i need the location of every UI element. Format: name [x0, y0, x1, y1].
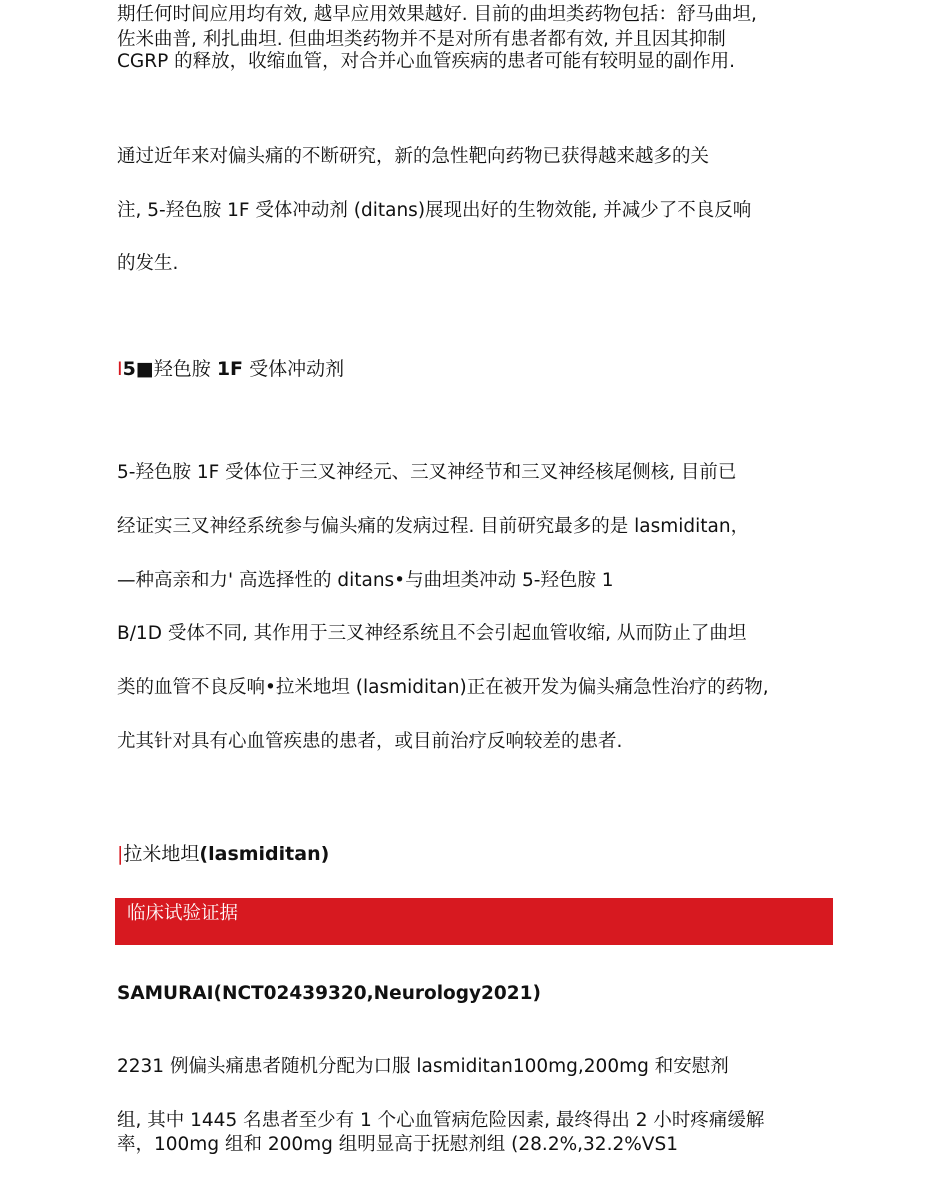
text-line: 注, 5-羟色胺 1F 受体冲动剂 (ditans)展现出好的生物效能, 并减少了不良反响 [117, 200, 752, 221]
heading-text: 拉米地坦 [123, 843, 200, 865]
banner-label: 临床试验证据 [127, 903, 239, 924]
heading-text: 羟色胺 [153, 358, 217, 380]
text-line: 率，100mg 组和 200mg 组明显高于抚慰剂组 (28.2%,32.2%VS1 [117, 1134, 678, 1155]
heading-marker: | [117, 843, 124, 865]
heading-receptor: 1F [216, 358, 244, 380]
text-line: —种高亲和力' 高选择性的 ditans•与曲坦类冲动 5-羟色胺 1 [117, 570, 614, 591]
clinical-evidence-banner [115, 898, 833, 945]
text-line: 尤其针对具有心血管疾患的患者，或目前治疗反响较差的患者. [117, 731, 623, 752]
trial-title: SAMURAI(NCT02439320,Neurology2021) [117, 983, 541, 1004]
text-line: CGRP 的释放，收缩血管，对合并心血管疾病的患者可能有较明显的副作用. [117, 51, 736, 72]
text-line: 类的血管不良反响•拉米地坦 (lasmiditan)正在被开发为偏头痛急性治疗的药物, [117, 677, 769, 698]
text-line: 2231 例偏头痛患者随机分配为口服 lasmiditan100mg,200mg 和安慰剂 [117, 1056, 729, 1077]
heading-text: 受体冲动剂 [243, 358, 345, 380]
text-line: 5-羟色胺 1F 受体位于三叉神经元、三叉神经节和三叉神经核尾侧核, 目前已 [117, 462, 737, 483]
heading-drug-name: (lasmiditan) [199, 843, 330, 865]
heading-marker: I [117, 358, 123, 380]
heading-number: 5■ [122, 358, 154, 380]
section-heading [117, 357, 344, 381]
text-line: 佐米曲普, 利扎曲坦. 但曲坦类药物并不是对所有患者都有效, 并且因其抑制 [117, 29, 726, 50]
text-line: 通过近年来对偏头痛的不断研究，新的急性靶向药物已获得越来越多的关 [117, 146, 710, 167]
section-heading [117, 842, 329, 866]
text-line: 的发生. [117, 253, 179, 274]
text-line: 经证实三叉神经系统参与偏头痛的发病过程. 目前研究最多的是 lasmiditan， [117, 516, 750, 537]
text-line: 期任何时间应用均有效, 越早应用效果越好. 目前的曲坦类药物包括：舒马曲坦, [117, 4, 757, 25]
text-line: B/1D 受体不同, 其作用于三叉神经系统且不会引起血管收缩, 从而防止了曲坦 [117, 623, 747, 644]
text-line: 组, 其中 1445 名患者至少有 1 个心血管病危险因素, 最终得出 2 小时疼痛缓解 [117, 1110, 765, 1131]
